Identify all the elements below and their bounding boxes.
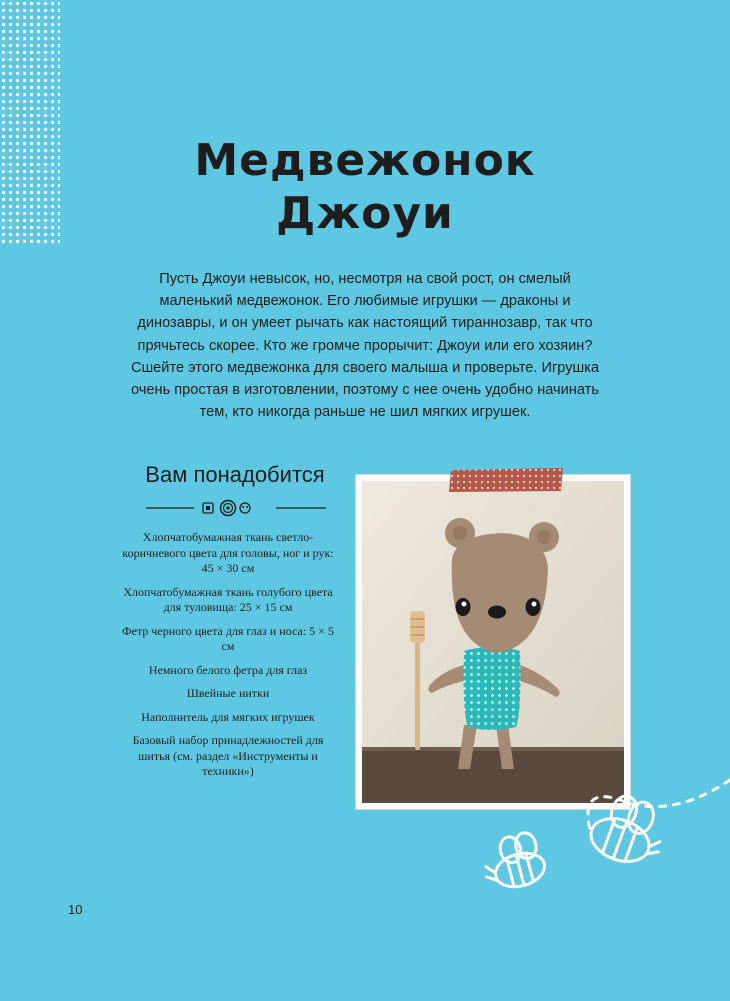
material-item: Хлопчатобумажная ткань голубого цвета для туловища: 25 × 15 см — [123, 584, 333, 614]
material-item: Наполнитель для мягких игрушек — [141, 709, 315, 724]
bee-icon — [470, 720, 730, 920]
material-item: Фетр черного цвета для глаз и носа: 5 × 5 см — [122, 623, 334, 653]
page-number: 10 — [68, 902, 83, 917]
material-item: Швейные нитки — [186, 686, 270, 700]
materials-heading: Вам понадобится — [145, 462, 325, 487]
page-title-line1: Медвежонок — [194, 135, 536, 186]
materials-list — [118, 530, 338, 788]
divider-icons — [146, 498, 326, 518]
material-item: Хлопчатобумажная ткань светло-коричневого цвета для головы, ног и рук: 45 × 30 см — [122, 530, 334, 575]
material-item: Немного белого фетра для глаз — [148, 662, 308, 677]
washi-tape-decoration — [449, 467, 565, 493]
material-item: Базовый набор принадлежностей для шитья (см. раздел «Инструменты и техники») — [132, 733, 324, 778]
page-title-line2: Джоуи — [276, 188, 454, 239]
intro-paragraph: Пусть Джоуи невысок, но, несмотря на свой рост, он смелый маленький медвежонок. Его любимые игрушки — драконы и динозавры, и он умеет рычать как настоящий тираннозавр, так что прячьтесь скорее. Кто же громче прорычит: Джоуи или его хозяин? Сшейте этого медвежонка для своего малыша и проверьте. Игрушка очень простая в изготовлении, поэтому с нее очень удобно начинать тем, кто никогда раньше не шил мягких игрушек. — [130, 271, 600, 421]
